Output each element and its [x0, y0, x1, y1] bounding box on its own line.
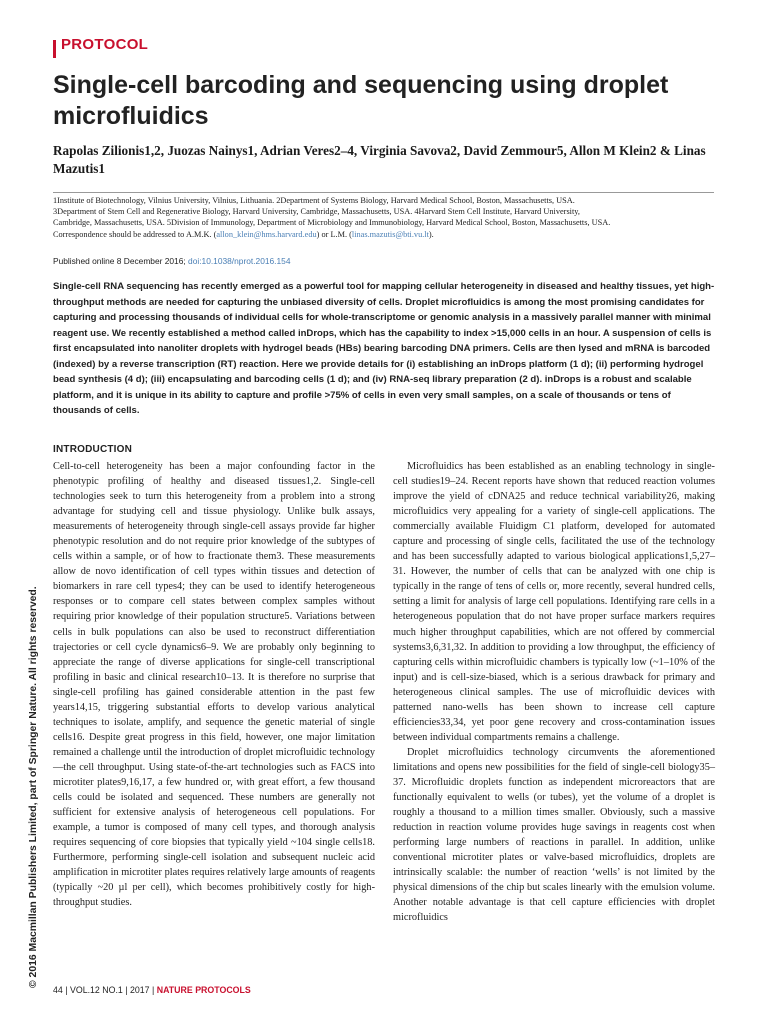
article-title: Single-cell barcoding and sequencing using droplet microfluidics: [53, 71, 669, 130]
affiliation-line: 1Institute of Biotechnology, Vilnius University, Vilnius, Lithuania. 2Department of Systems Biology, Harvard Medical School, Boston, Massachusetts, USA.: [53, 196, 575, 205]
paragraph: Microfluidics has been established as an enabling technology in single-cell studies19–24. Recent reports have shown that reduced reaction volumes improve the yield of cDNA25 and reduce technical variability26, making microfluidics very appealing for a variety of single-cell applications. The commercially available Fluidigm C1 platform, developed for automated capture and processing of single cells, facilitated the use of the technology and has been successfully adapted to various biological applications1,5,27–31. However, the number of cells that can be analyzed with one chip is typically in the range of tens of cells or, more recently, several hundred cells, setting a limit for analysis of large cell populations. Identifying rare cells in a heterogeneous population that do not have proper surface markers requires much higher throughput capabilities, which are not offered by commercial systems3,6,31,32. In addition to providing a low throughput, the efficiency of capturing cells within microfluidic chambers is typically low (~1–10% of the input) and is cell-size-biased, which is a serious drawback for primary and heterogeneous clinical samples. The use of microfluidic devices with patterned nano-wells has been shown to increase cell capture efficiencies33,34, yet poor gene recovery and cross-contamination issues between individual compartments remains a challenge.: [393, 461, 715, 743]
paragraph: Cell-to-cell heterogeneity has been a major confounding factor in the phenotypic profiling of healthy and diseased tissues1,2. Single-cell technologies seek to turn this heterogeneity from a problem into a strong advantage for studying cell and tissue physiology. Unlike bulk assays, measurements of heterogeneity through single-cell assays provide far higher phenotypic resolution and do not require prior knowledge of the subtypes of cells within a sample, or of how to fractionate them3. These measurements allow de novo identification of cell types within tissues and detection of biomarkers in rare cell types4; they can be used to identify heterogeneous responses or to compare cell states between complex samples without requiring prior knowledge of their population structure5. Variations between cells in bulk populations can also be used to reconstruct differentiation trajectories or cell cycle dynamics6–9. We are probably only beginning to appreciate the range of diverse applications for single-cell transcriptional profiling in basic and clinical research10–13. It is therefore no surprise that single-cell profiling has gained considerable attention in the past few years14,15, triggering substantial efforts to develop various analytical techniques to isolate, amplify, and sequence the genetic material of single cells16. Despite great progress in this field, however, one major limitation remained a challenge until the introduction of droplet microfluidic technology—the cell throughput. Using state-of-the-art technologies such as FACS into microtiter plates9,16,17, a few hundred or, with great effort, a few thousand cells could be isolated and sequenced. These numbers are generally not sufficient for extensive analysis of heterogeneous cell populations. For example, a tumor is composed of many cell types, and thorough analysis requires sequencing of core biopsies that typically yield ~104 single cells18. Furthermore, performing single-cell isolation and subsequent nucleic acid amplification in microtiter plates requires relatively large amounts of reagents (typically ~20 µl per cell), which becomes prohibitively costly for high-throughput studies.: [53, 461, 375, 909]
divider: [53, 192, 714, 193]
correspondence-line: Correspondence should be addressed to A.M.K. (allon_klein@hms.harvard.edu) or L.M. (linas.mazutis@bti.vu.lt).: [53, 229, 434, 239]
body-column-left: [53, 459, 375, 910]
year: 2017: [129, 985, 150, 995]
journal-name: NATURE PROTOCOLS: [156, 985, 251, 995]
email-link-mazutis[interactable]: linas.mazutis@bti.vu.lt: [351, 229, 429, 239]
author-list: Rapolas Zilionis1,2, Juozas Nainys1, Adrian Veres2–4, Virginia Savova2, David Zemmour5, Allon M Klein2 & Linas Mazutis1: [53, 143, 706, 176]
section-label: PROTOCOL: [61, 36, 149, 53]
affiliation-line: 3Department of Stem Cell and Regenerative Biology, Harvard University, Cambridge, Massachusetts, USA. 4Harvard Stem Cell Institute, Harvard University,: [53, 207, 580, 217]
page-number: 44: [53, 985, 63, 995]
section-heading-introduction: INTRODUCTION: [53, 444, 133, 455]
copyright-text: © 2016 Macmillan Publishers Limited, part of Springer Nature. All rights reserved.: [28, 586, 39, 988]
publication-info: Published online 8 December 2016; doi:10.1038/nprot.2016.154: [53, 256, 291, 266]
paragraph: Droplet microfluidics technology circumvents the aforementioned limitations and opens new possibilities for the field of single-cell biology35–37. Microfluidic droplets function as independent microreactors that are functionally equivalent to wells (or tubes), yet the volume of a droplet is roughly a thousand to a million times smaller. Obviously, such a massive reduction in reaction volume provides huge savings in reagents cost when performing large numbers of reactions in parallel. In addition, unlike conventional microtiter plates or valve-based microfluidics, droplets are intrinsically scalable: the number of reaction ‘wells’ is not limited by the physical dimensions of the chip but scales linearly with the emulsion volume. Another notable advantage is that cell capture efficiencies with droplet microfluidics: [393, 746, 715, 924]
doi-link[interactable]: doi:10.1038/nprot.2016.154: [188, 256, 291, 266]
copyright-sidebar: [10, 288, 39, 988]
affiliation-line: Cambridge, Massachusetts, USA. 5Division of Immunology, Department of Microbiology and Immunobiology, Harvard Medical School, Boston, Massachusetts, USA.: [53, 218, 611, 228]
email-link-klein[interactable]: allon_klein@hms.harvard.edu: [216, 229, 317, 239]
body-column-right: [393, 459, 715, 925]
volume-info: VOL.12 NO.1: [69, 985, 123, 995]
abstract: Single-cell RNA sequencing has recently emerged as a powerful tool for mapping cellular heterogeneity in diseased and healthy tissues, yet high-throughput methods are needed for capturing the unbiased diversity of cells. Droplet microfluidics is among the most promising candidates for capturing and processing thousands of individual cells for whole-transcriptome or genomic analysis in a massively parallel manner with minimal reagent use. We recently established a method called inDrops, which has the capability to index >15,000 cells in an hour. A suspension of cells is first encapsulated into nanoliter droplets with hydrogel beads (HBs) bearing barcoding DNA primers. Cells are then lysed and mRNA is barcoded (indexed) by a reverse transcription (RT) reaction. Here we provide details for (i) establishing an inDrops platform (1 d); (ii) performing hydrogel bead synthesis (4 d); (iii) encapsulating and barcoding cells (1 d); and (iv) RNA-seq library preparation (2 d). inDrops is a robust and scalable platform, and it is unique in its ability to capture and profile >75% of cells in even very small samples, on a scale of thousands or tens of thousands of cells.: [53, 281, 715, 416]
page-footer: 44 | VOL.12 NO.1 | 2017 | NATURE PROTOCOLS: [53, 985, 251, 995]
affiliations: [53, 195, 723, 240]
